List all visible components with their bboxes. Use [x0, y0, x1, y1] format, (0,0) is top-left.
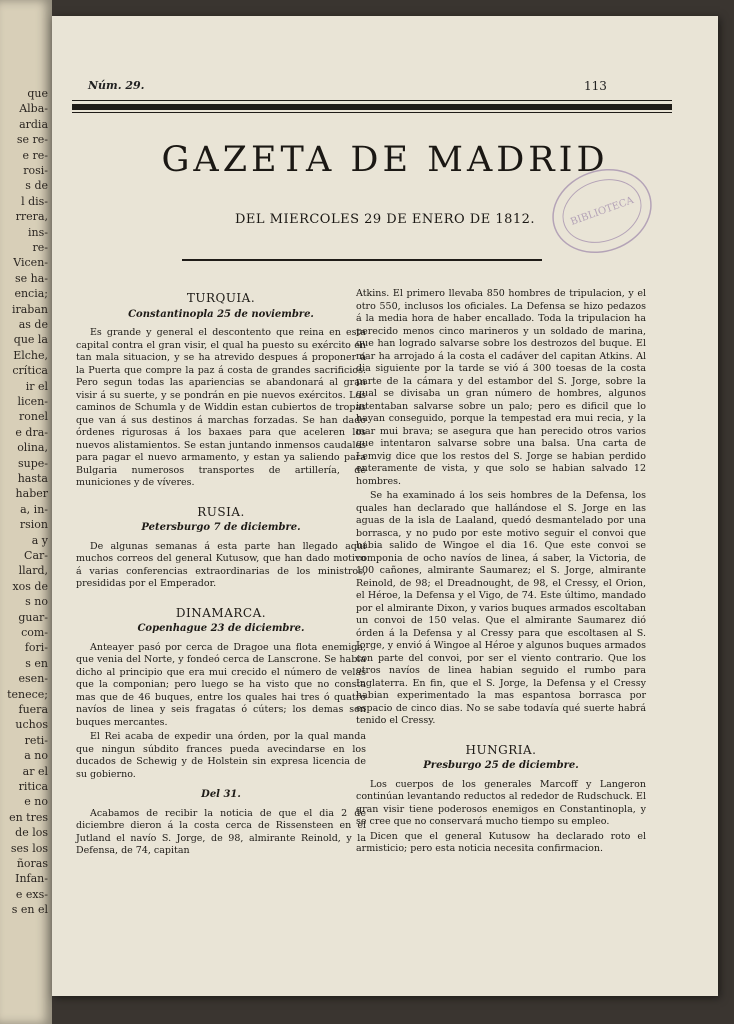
adjacent-page-fragment: as de [18, 318, 48, 331]
adjacent-page-fragment: Elche, [13, 348, 48, 362]
paragraph-dinamarca-1: Anteayer pasó por cerca de Dragoe una flota enemiga, que venia del Norte, y fondeó cerca de Lanscrone. Se habia dicho al principio que era mui crecido el número de velas que la componian; pero luego se ha visto que no consta mas que de 46 buques, entre los quales hai tres ó quatro navíos de linea y seis fragatas ó cúters; los demas son buques mercantes. [76, 641, 366, 728]
adjacent-page-fragment: que la [13, 333, 48, 347]
adjacent-page-fragment: ins- [28, 225, 48, 239]
dateline-dinamarca-2: Del 31. [201, 789, 241, 800]
adjacent-page-fragment: s de [25, 179, 48, 193]
dateline-dinamarca: Copenhague 23 de diciembre. [137, 623, 305, 634]
paragraph-dinamarca-3: Acabamos de recibir la noticia de que el dia 2 de diciembre dieron á la costa cerca de Rissensteen en el Jutland el navío S. Jorge, de 98, almirante Reinold, y la Defensa, de 74, capitan [76, 807, 366, 856]
adjacent-page-fragment: s en el [11, 903, 48, 917]
adjacent-page-fragment: tenece; [7, 687, 48, 701]
paragraph-rusia: De algunas semanas á esta parte han llegado aquí muchos correos del general Kutusow, que han dado motivo á varias conferencias extraordinarias de los ministros, presididas por el Emperador. [76, 540, 366, 589]
paragraph-hungria-2: Dicen que el general Kutusow ha declarado roto el armisticio; pero esta noticia necesita confirmacion. [356, 830, 646, 854]
adjacent-page-fragment: a no [24, 749, 48, 763]
adjacent-page-fragment: fuera [18, 703, 48, 716]
paragraph-dinamarca-2: El Rei acaba de expedir una órden, por la qual manda que ningun súbdito frances pueda avecindarse en los ducados de Schewig y de Holstein sin expresa licencia de su gobierno. [76, 731, 366, 780]
adjacent-page-fragment: guar- [18, 610, 48, 624]
adjacent-page-fragment: s en [25, 656, 48, 670]
adjacent-page-fragment: Alba- [19, 102, 48, 116]
newspaper-page [52, 16, 718, 996]
section-heading-turquia: TURQUIA. [186, 291, 256, 305]
section-heading-rusia: RUSIA. [197, 504, 245, 519]
adjacent-page-fragment: rrera, [15, 210, 48, 224]
top-rule-thin-2 [72, 112, 672, 113]
adjacent-page-fragment: ar el [22, 764, 48, 778]
column-rule [182, 259, 542, 261]
page-number: 113 [584, 79, 607, 93]
adjacent-page-fragment: reti- [24, 733, 48, 747]
adjacent-page-fragment: e exs- [15, 887, 48, 901]
adjacent-page-fragment: ñoras [16, 857, 48, 870]
adjacent-page-fragment: encia; [14, 287, 48, 301]
adjacent-page-fragment: e dra- [15, 425, 48, 439]
adjacent-page-fragment: ardia [19, 117, 48, 131]
adjacent-page-fragment: uchos [15, 718, 48, 732]
right-column [356, 288, 646, 858]
adjacent-page-fragment: a y [31, 533, 48, 547]
masthead-title: GAZETA DE MADRID [161, 140, 609, 180]
issue-number: Núm. 29. [88, 79, 145, 92]
adjacent-page-fragment: hasta [17, 472, 48, 485]
adjacent-page-fragment: ritica [18, 780, 48, 793]
adjacent-page-fragment: l dis- [21, 194, 48, 208]
adjacent-page-fragment: rsion [19, 518, 48, 532]
adjacent-page-fragment: re- [32, 241, 48, 254]
adjacent-page-fragment: Vicen- [13, 256, 48, 270]
adjacent-page-fragment: a, in- [20, 502, 48, 516]
paragraph-hungria-1: Los cuerpos de los generales Marcoff y Langeron continúan levantando reductos al rededor de Rudschuck. El gran visir tiene poderosos enemigos en Constantinopla, y se cree que no conservará mucho tiempo su empleo. [356, 778, 646, 827]
adjacent-page-fragment: ses los [10, 841, 48, 855]
adjacent-page-fragment: xos de [12, 579, 48, 593]
dateline-rusia: Petersburgo 7 de diciembre. [141, 522, 301, 533]
adjacent-page-fragment: se re- [16, 133, 48, 147]
adjacent-page-fragment: e no [24, 795, 48, 809]
adjacent-page-fragment: e re- [22, 148, 48, 162]
paragraph-right-1: Atkins. El primero llevaba 850 hombres de tripulacion, y el otro 550, inclusos los oficiales. La Defensa se hizo pedazos á la media hora de haber encallado. Toda la tripulacion ha perecido menos cinco marineros y un soldado de marina, que han logrado salvarse sobre los destrozos del buque. El mar ha arrojado á la costa el cadáver del capitan Atkins. Al dia siguiente por la tarde se vió á 300 toesas de la costa parte de la cámara y del estambor del S. Jorge, sobre la qual se divisaba un gran número de hombres, algunos intentaban salvarse sobre un palo; pero es dificil que lo hayan conseguido, porque la tempestad era mui recia, y la mar mui brava; se asegura que han perecido otros varios que intentaron salvarse sobre una balsa. Una carta de Lemvig dice que los restos del S. Jorge se habian perdido enteramente de vista, y que solo se habian salvado 12 hombres. [356, 288, 646, 487]
adjacent-page-fragment: olina, [17, 441, 48, 455]
adjacent-page-fragment: ir el [25, 379, 48, 393]
section-heading-dinamarca: DINAMARCA. [175, 605, 267, 620]
adjacent-page [0, 0, 52, 1024]
adjacent-page-fragment: esen- [18, 672, 48, 686]
adjacent-page-fragment: iraban [11, 302, 48, 316]
dateline-hungria: Presburgo 25 de diciembre. [423, 760, 579, 771]
adjacent-page-fragment: Infan- [15, 872, 48, 886]
adjacent-page-fragment: que [27, 87, 48, 100]
adjacent-page-fragment: se ha- [14, 271, 48, 285]
adjacent-page-fragment: Car- [24, 549, 48, 562]
adjacent-page-fragment: ronel [19, 410, 48, 424]
left-column [76, 286, 366, 860]
adjacent-page-fragment: supe- [18, 456, 48, 470]
adjacent-page-fragment: rosi- [23, 164, 48, 177]
section-heading-hungria: HUNGRIA. [465, 742, 537, 757]
adjacent-page-fragment: en tres [9, 810, 48, 824]
adjacent-page-fragment: llard, [18, 564, 48, 578]
adjacent-page-fragment: de los [15, 826, 48, 840]
top-rule-thick [72, 104, 672, 110]
top-rule-thin [72, 100, 672, 101]
adjacent-page-fragment: licen- [17, 395, 48, 408]
adjacent-page-fragment: com- [21, 626, 48, 639]
adjacent-page-fragment: s no [25, 595, 48, 609]
issue-dateline: DEL MIERCOLES 29 DE ENERO DE 1812. [234, 212, 536, 227]
dateline-turquia: Constantinopla 25 de noviembre. [128, 308, 314, 320]
adjacent-page-fragment: crítica [12, 364, 48, 378]
stamp-text: BIBLIOTECA [569, 194, 636, 228]
adjacent-page-fragment: haber [15, 487, 48, 501]
paragraph-right-2: Se ha examinado á los seis hombres de la Defensa, los quales han declarado que hallándose el S. Jorge en las aguas de la isla de Laaland, quedó desmantelado por una borrasca, y no pudo por este motivo seguir el convoi que habia salido de Wingoe el dia 16. Que este convoi se componia de ocho navíos de linea, á saber, la Victoria, de 100 cañones, almirante Saumarez; el S. Jorge, almirante Reinold, de 98; el Dreadnought, de 98, el Cressy, el Orion, el Héroe, la Defensa y el Vigo, de 74. Este último, mandado por el almirante Dixon, y varios buques armados escoltaban un convoi de 150 velas. Que el almirante Saumarez dió órden á la Defensa y al Cressy para que escoltasen al S. Jorge, y envió á Wingoe al Héroe y algunos buques armados con parte del convoi, por ser el viento contrario. Que los otros navíos de linea habian seguido el rumbo para Inglaterra. En fin, que el S. Jorge, la Defensa y el Cressy habian experimentado la mas espantosa borrasca por espacio de cinco dias. No se sabe todavía qué suerte habrá tenido el Cressy. [356, 490, 646, 726]
paragraph-turquia: Es grande y general el descontento que reina en esta capital contra el gran visir, el qual ha puesto su exército en tan mala situacion, y se ha atrevido despues á proponer á la Puerta que compre la paz á costa de grandes sacrificios. Pero segun todas las apariencias se abandonará al gran visir á su suerte, y se pondrán en pie nuevos exércitos. Los caminos de Schumla y de Widdin estan cubiertos de tropas que van á sus destinos á marchas forzadas. Se han dado órdenes rigurosas á los baxaes para que aceleren los nuevos alistamientos. Se estan juntando inmensos caudales para pagar el nuevo armamento, y estan ya saliendo para Bulgaria numerosos transportes de artillería, de municiones y de víveres. [76, 327, 366, 488]
adjacent-page-fragment: fori- [24, 641, 48, 655]
